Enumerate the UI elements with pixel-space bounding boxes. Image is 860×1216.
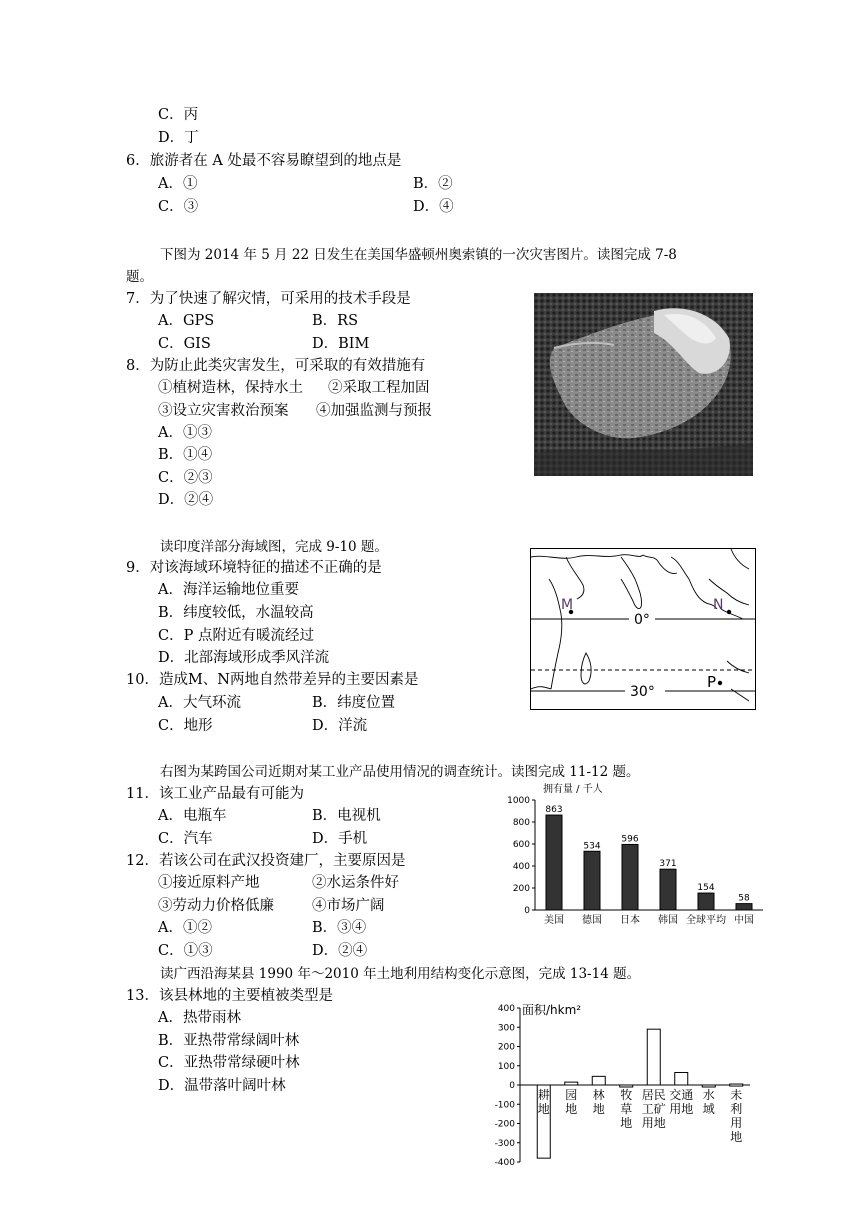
q11-option-a: A．电瓶车 bbox=[158, 808, 227, 824]
q12-option-row1 bbox=[158, 918, 367, 938]
q12-item-4: ④市场广阔 bbox=[312, 898, 385, 914]
chart1-bar bbox=[584, 851, 600, 910]
q12-item-1: ①接近原料产地 bbox=[158, 875, 260, 891]
q8-items-row2 bbox=[158, 401, 432, 421]
q12-option-row2 bbox=[158, 941, 368, 961]
q8-stem: 8．为防止此类灾害发生，可采取的有效措施有 bbox=[126, 358, 426, 374]
q12-option-d: D．②④ bbox=[312, 943, 368, 959]
chart1-category-label: 美国 bbox=[544, 915, 564, 926]
q8-item-1: ①植树造林，保持水土 bbox=[158, 380, 303, 396]
chart1-data-label: 534 bbox=[583, 841, 601, 852]
map-point-p bbox=[718, 681, 722, 685]
q10-option-b: B．纬度位置 bbox=[312, 695, 396, 711]
q8-option-d: D．②④ bbox=[158, 492, 214, 508]
q8-items-row1 bbox=[158, 378, 430, 398]
q9-option-a: A．海洋运输地位重要 bbox=[158, 582, 299, 598]
map-label-p: P bbox=[707, 673, 717, 691]
chart1-data-label: 596 bbox=[621, 834, 639, 845]
intro-9-10: 读印度洋部分海域图，完成 9-10 题。 bbox=[160, 539, 388, 555]
chart1-category-label: 全球平均 bbox=[686, 915, 726, 926]
q9-option-c: C．P 点附近有暖流经过 bbox=[158, 628, 314, 644]
chart2-y-tick-label: 0 bbox=[509, 1081, 515, 1091]
chart1-data-label: 154 bbox=[697, 883, 715, 894]
q8-item-2: ②采取工程加固 bbox=[328, 380, 430, 396]
q12-item-3: ③劳动力价格低廉 bbox=[158, 898, 274, 914]
q8-item-3: ③设立灾害救治预案 bbox=[158, 403, 289, 419]
chart2-y-tick-label: 400 bbox=[497, 1004, 515, 1014]
q9-stem: 9．对该海域环境特征的描述不正确的是 bbox=[126, 560, 382, 576]
chart2-category-label: 居民工矿用地 bbox=[641, 1088, 666, 1130]
q11-option-c: C．汽车 bbox=[158, 831, 213, 847]
q13-option-b: B．亚热带常绿阔叶林 bbox=[158, 1033, 300, 1049]
q7-option-b: B．RS bbox=[312, 313, 359, 329]
chart1-y-tick-label: 400 bbox=[512, 862, 530, 872]
q7-option-a: A．GPS bbox=[158, 313, 215, 329]
chart1-category-label: 日本 bbox=[620, 915, 640, 926]
intro-7-8-line2: 题。 bbox=[126, 269, 153, 285]
q10-option-d: D．洋流 bbox=[312, 718, 368, 734]
intro-13-14: 读广西沿海某县 1990 年～2010 年土地利用结构变化示意图，完成 13-14 题。 bbox=[160, 966, 641, 982]
chart1-y-tick-label: 1000 bbox=[507, 796, 530, 806]
q12-items-row2 bbox=[158, 896, 385, 916]
chart2-category-label: 耕地 bbox=[537, 1088, 550, 1116]
q7-option-row2 bbox=[158, 334, 370, 354]
chart1-category-label: 中国 bbox=[734, 915, 754, 926]
q8-option-c: C．②③ bbox=[158, 470, 213, 486]
q10-option-c: C．地形 bbox=[158, 718, 213, 734]
q10-option-row2 bbox=[158, 716, 368, 736]
q11-option-d: D．手机 bbox=[312, 831, 368, 847]
chart2-ylabel: 面积/hkm² bbox=[522, 1003, 582, 1017]
chart2-bar bbox=[730, 1084, 743, 1086]
q12-item-2: ②水运条件好 bbox=[312, 875, 399, 891]
q6-option-row1 bbox=[158, 174, 453, 194]
q7-option-c: C．GIS bbox=[158, 336, 211, 352]
chart1-y-tick-label: 0 bbox=[524, 906, 530, 916]
intro-7-8-line1: 下图为 2014 年 5 月 22 日发生在美国华盛顿州奥索镇的一次灾害图片。读图完成 7-8 bbox=[160, 247, 677, 263]
chart1-data-label: 58 bbox=[738, 893, 750, 904]
q10-option-a: A．大气环流 bbox=[158, 695, 241, 711]
chart2-bar bbox=[675, 1072, 688, 1085]
chart1-y-tick-label: 600 bbox=[512, 840, 530, 850]
map-label-m: M bbox=[561, 597, 574, 613]
chart2-category-label: 牧草地 bbox=[620, 1088, 633, 1130]
chart1-data-label: 863 bbox=[545, 805, 563, 816]
chart2-bar bbox=[647, 1029, 660, 1085]
q13-option-d: D．温带落叶阔叶林 bbox=[158, 1078, 286, 1094]
landuse-change-chart bbox=[480, 998, 760, 1173]
chart1-y-tick-label: 200 bbox=[512, 884, 530, 894]
chart2-y-tick-label: 100 bbox=[497, 1061, 515, 1072]
q12-stem: 12．若该公司在武汉投资建厂，主要原因是 bbox=[126, 853, 406, 869]
map-label-lat30: 30° bbox=[630, 684, 655, 700]
q6-option-row2 bbox=[158, 197, 454, 217]
q6-option-c: C．③ bbox=[158, 199, 199, 215]
chart1-bar bbox=[736, 904, 752, 910]
chart1-bar bbox=[660, 869, 676, 910]
chart2-y-tick-label: 200 bbox=[497, 1042, 515, 1053]
q8-item-4: ④加强监测与预报 bbox=[316, 403, 432, 419]
ownership-bar-chart bbox=[495, 782, 770, 932]
chart2-bar bbox=[592, 1076, 605, 1085]
chart2-y-tick-label: 300 bbox=[497, 1023, 515, 1034]
q11-option-b: B．电视机 bbox=[312, 808, 381, 824]
chart1-y-tick-label: 800 bbox=[512, 818, 530, 828]
q9-option-b: B．纬度较低，水温较高 bbox=[158, 605, 314, 621]
intro-11-12: 右图为某跨国公司近期对某工业产品使用情况的调查统计。读图完成 11-12 题。 bbox=[160, 764, 640, 780]
chart2-category-label: 未利用地 bbox=[730, 1088, 743, 1144]
q7-option-row1 bbox=[158, 311, 359, 331]
chart2-bar bbox=[702, 1085, 715, 1087]
q13-stem: 13．该县林地的主要植被类型是 bbox=[126, 988, 333, 1004]
chart1-ylabel: 拥有量 / 千人 bbox=[543, 784, 603, 795]
q6-option-d: D．④ bbox=[413, 199, 454, 215]
chart2-bar bbox=[565, 1082, 578, 1085]
q10-option-row1 bbox=[158, 693, 396, 713]
q13-option-c: C．亚热带常绿硬叶林 bbox=[158, 1055, 300, 1071]
chart2-bar bbox=[620, 1085, 633, 1087]
q8-option-b: B．①④ bbox=[158, 447, 213, 463]
q11-option-row2 bbox=[158, 829, 368, 849]
q9-option-d: D．北部海域形成季风洋流 bbox=[158, 650, 330, 666]
q7-stem: 7．为了快速了解灾情，可采用的技术手段是 bbox=[126, 291, 411, 307]
chart1-category-label: 韩国 bbox=[658, 915, 678, 926]
chart1-bar bbox=[698, 893, 714, 910]
q12-items-row1 bbox=[158, 873, 399, 893]
q11-stem: 11．该工业产品最有可能为 bbox=[126, 786, 304, 802]
q8-option-a: A．①③ bbox=[158, 425, 212, 441]
q12-option-c: C．①③ bbox=[158, 943, 213, 959]
chart2-category-label: 交通用地 bbox=[669, 1088, 694, 1116]
chart2-category-label: 水域 bbox=[702, 1088, 715, 1116]
q12-option-b: B．③④ bbox=[312, 920, 367, 936]
chart2-y-tick-label: -100 bbox=[494, 1100, 515, 1111]
q7-option-d: D．BIM bbox=[312, 336, 370, 352]
q13-option-a: A．热带雨林 bbox=[158, 1010, 241, 1026]
chart2-y-tick-label: -400 bbox=[494, 1158, 515, 1168]
q10-stem: 10．造成M、N两地自然带差异的主要因素是 bbox=[126, 672, 419, 688]
chart2-category-label: 园地 bbox=[565, 1088, 578, 1116]
q5-option-d: D．丁 bbox=[158, 130, 199, 146]
map-label-n: N bbox=[713, 597, 724, 613]
chart1-category-label: 德国 bbox=[582, 915, 602, 926]
chart2-category-label: 林地 bbox=[592, 1088, 605, 1116]
map-point-n bbox=[727, 610, 731, 614]
chart2-y-tick-label: -200 bbox=[494, 1119, 515, 1130]
q6-option-a: A．① bbox=[158, 176, 198, 192]
chart2-y-tick-label: -300 bbox=[494, 1138, 515, 1149]
landslide-photo bbox=[534, 293, 753, 476]
q12-option-a: A．①② bbox=[158, 920, 212, 936]
chart1-bar bbox=[546, 815, 562, 910]
indian-ocean-map bbox=[530, 548, 756, 710]
q6-option-b: B．② bbox=[413, 176, 453, 192]
chart1-data-label: 371 bbox=[659, 859, 677, 870]
q11-option-row1 bbox=[158, 806, 381, 826]
map-label-lat0: 0° bbox=[634, 612, 650, 628]
chart1-bar bbox=[622, 844, 638, 910]
q6-stem: 6．旅游者在 A 处最不容易瞭望到的地点是 bbox=[126, 153, 402, 169]
q5-option-c: C．丙 bbox=[158, 107, 199, 123]
